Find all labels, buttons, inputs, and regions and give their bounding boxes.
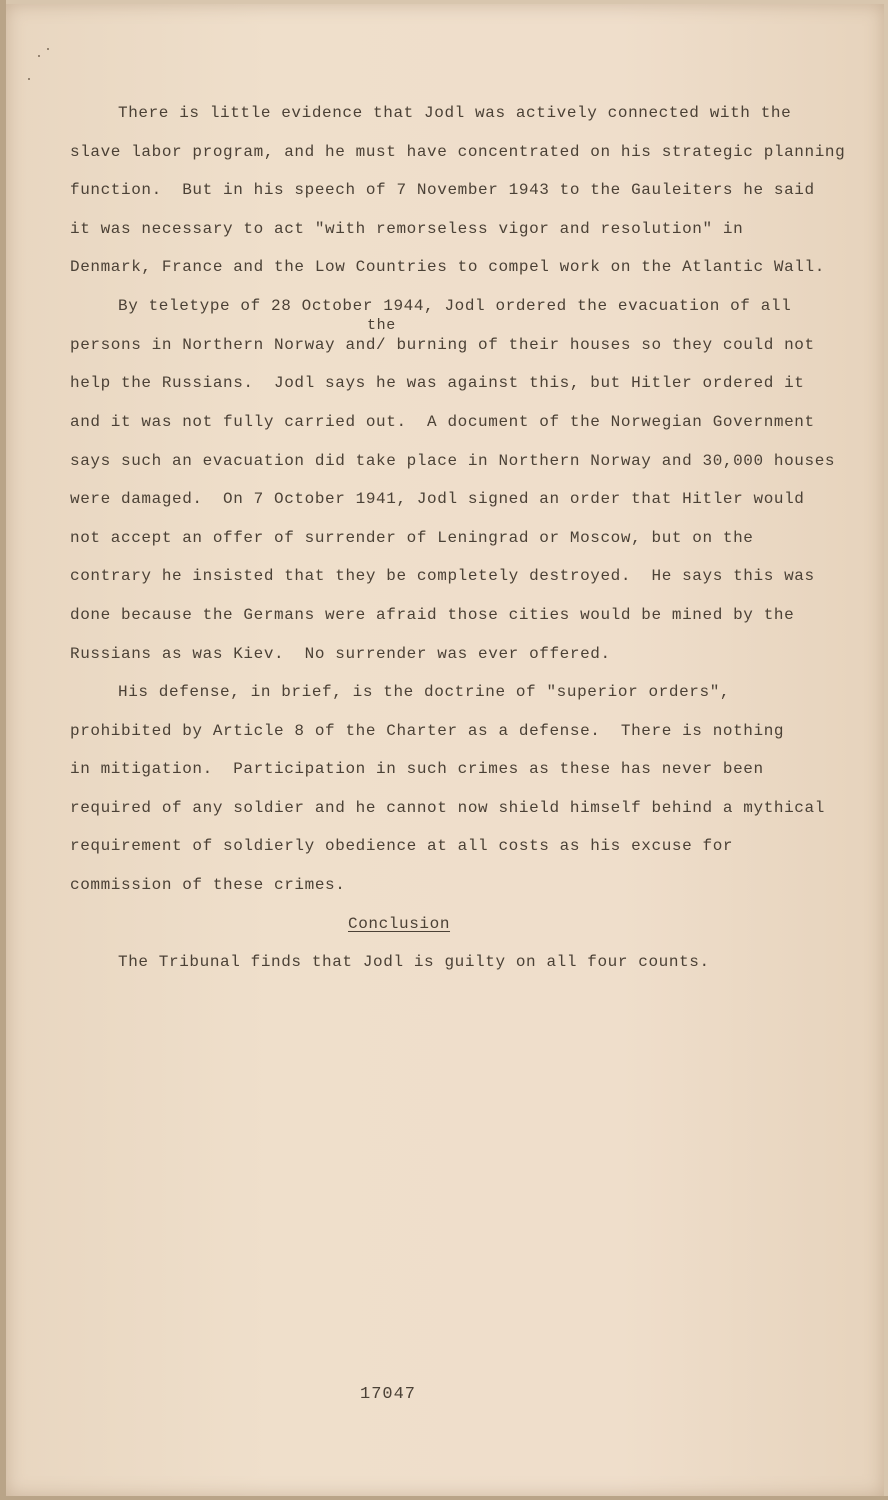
page-edge-bottom [0,1496,888,1500]
paragraph-1-line-5: Denmark, France and the Low Countries to compel work on the Atlantic Wall. [70,258,825,276]
paragraph-3-line-5: requirement of soldierly obedience at all costs as his excuse for [70,837,734,855]
paragraph-2-line-8: contrary he insisted that they be completely destroyed. He says this was [70,567,815,585]
paragraph-2-line-5: says such an evacuation did take place in Northern Norway and 30,000 houses [70,452,836,470]
paragraph-1-line-2: slave labor program, and he must have concentrated on his strategic planning [70,143,846,161]
paragraph-2-line-9: done because the Germans were afraid those cities would be mined by the [70,606,795,624]
paragraph-2-line-2: persons in Northern Norway and/ burning of their houses so they could not [70,336,815,354]
paragraph-2-line-6: were damaged. On 7 October 1941, Jodl signed an order that Hitler would [70,490,805,508]
interlinear-insertion: the [367,317,396,334]
paragraph-3-line-1: His defense, in brief, is the doctrine of "superior orders", [118,683,731,701]
paragraph-1-line-1: There is little evidence that Jodl was actively connected with the [118,104,792,122]
conclusion-heading: Conclusion [348,915,451,933]
paragraph-2-line-4: and it was not fully carried out. A document of the Norwegian Government [70,413,815,431]
paragraph-2-line-1: By teletype of 28 October 1944, Jodl ordered the evacuation of all [118,297,792,315]
paragraph-3-line-6: commission of these crimes. [70,876,346,894]
paragraph-2-line-3: help the Russians. Jodl says he was against this, but Hitler ordered it [70,374,805,392]
conclusion-text: The Tribunal finds that Jodl is guilty on all four counts. [118,953,710,971]
paragraph-2-line-10: Russians as was Kiev. No surrender was ever offered. [70,645,611,663]
paragraph-1-line-3: function. But in his speech of 7 November 1943 to the Gauleiters he said [70,181,815,199]
paragraph-3-line-3: in mitigation. Participation in such crimes as these has never been [70,760,764,778]
page-number: 17047 [360,1385,417,1404]
paper-speck [47,48,49,50]
paragraph-3-line-2: prohibited by Article 8 of the Charter as a defense. There is nothing [70,722,785,740]
paper-speck [28,78,30,80]
paragraph-3-line-4: required of any soldier and he cannot now shield himself behind a mythical [70,799,825,817]
paragraph-2-line-7: not accept an offer of surrender of Leningrad or Moscow, but on the [70,529,754,547]
paragraph-1-line-4: it was necessary to act "with remorseless vigor and resolution" in [70,220,744,238]
paper-speck [38,55,40,57]
